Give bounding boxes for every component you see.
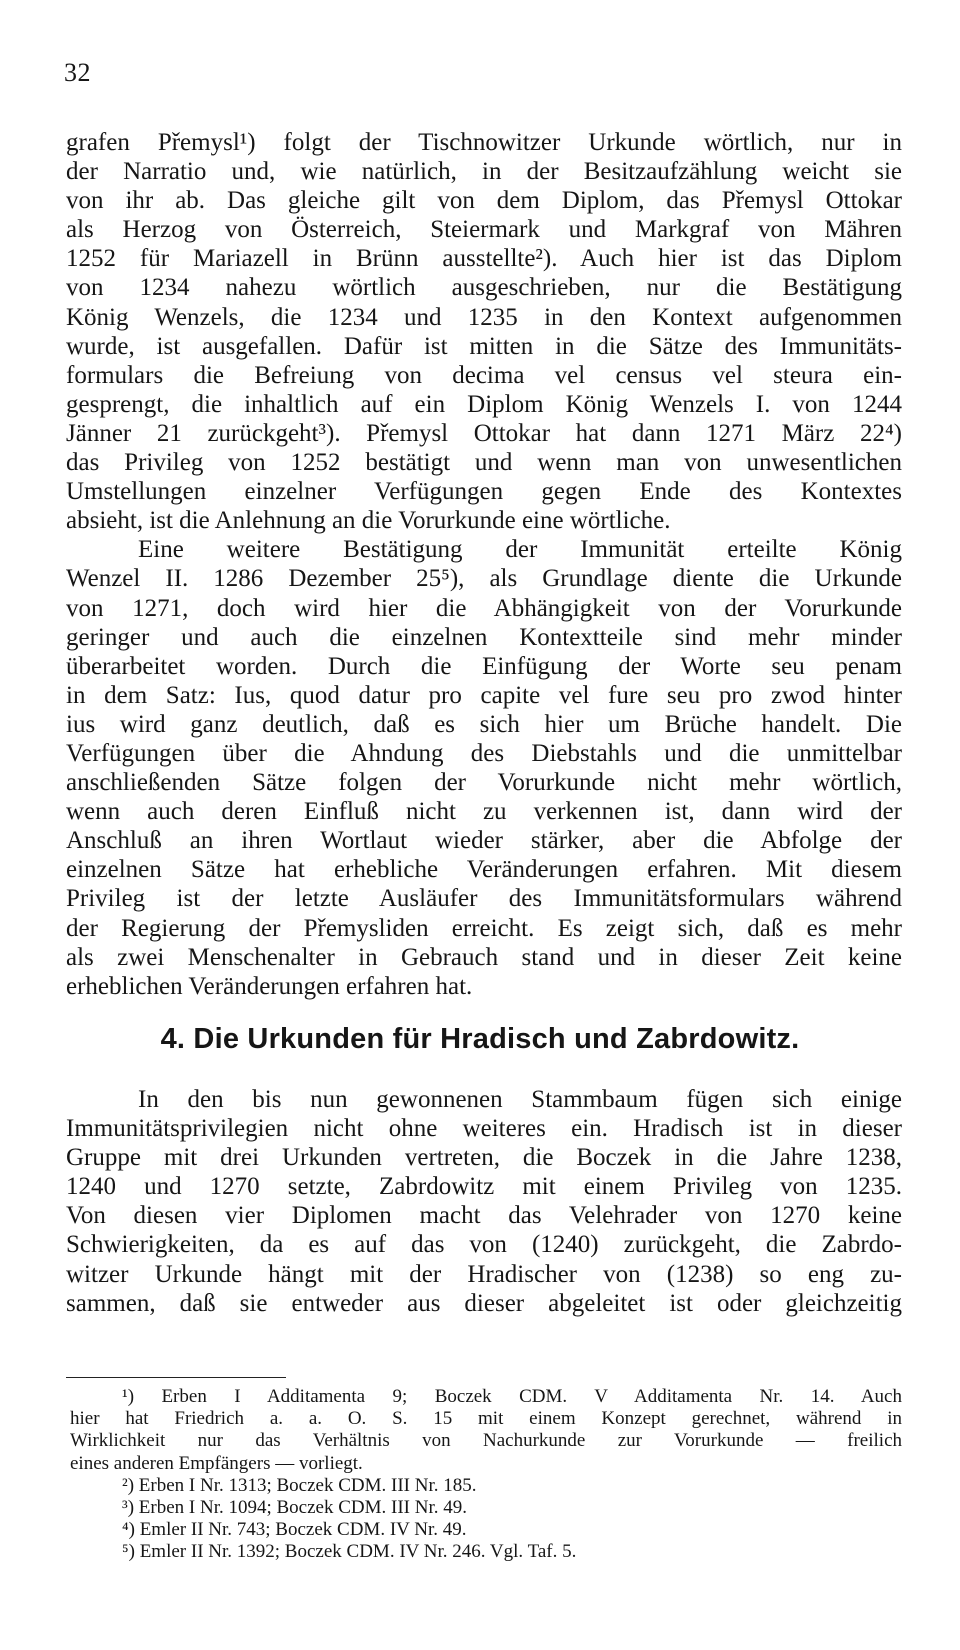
main-text-upper bbox=[66, 128, 902, 1001]
text-line: Gruppe mit drei Urkunden vertreten, die Boczek in die Jahre 1238, bbox=[66, 1144, 902, 1172]
footnote-line: hier hat Friedrich a. a. O. S. 15 mit einem Konzept gerechnet, während in bbox=[70, 1408, 902, 1430]
text-line: 1240 und 1270 setzte, Zabrdowitz mit einem Privileg von 1235. bbox=[66, 1173, 902, 1201]
text-line: als zwei Menschenalter in Gebrauch stand und in dieser Zeit keine bbox=[66, 943, 902, 971]
text-line: der Regierung der Přemysliden erreicht. Es zeigt sich, daß es mehr bbox=[66, 914, 902, 942]
footnote-line: ¹) Erben I Additamenta 9; Boczek CDM. V Additamenta Nr. 14. Auch bbox=[122, 1386, 902, 1407]
text-line: 1252 für Mariazell in Brünn ausstellte²). Auch hier ist das Diplom bbox=[66, 245, 902, 273]
footnote-separator bbox=[66, 1377, 286, 1378]
text-line: grafen Přemysl¹) folgt der Tischnowitzer Urkunde wörtlich, nur in bbox=[66, 129, 902, 156]
text-line: sammen, daß sie entweder aus dieser abgeleitet ist oder gleichzeitig bbox=[66, 1289, 902, 1317]
text-line: der Narratio und, wie natürlich, in der Besitzaufzählung weicht sie bbox=[66, 158, 902, 186]
text-line: Umstellungen einzelner Verfügungen gegen Ende des Kontextes bbox=[66, 478, 902, 506]
text-line: von 1234 nahezu wörtlich ausgeschrieben, nur die Bestätigung bbox=[66, 274, 902, 302]
text-line: geringer und auch die einzelnen Kontextteile sind mehr minder bbox=[66, 623, 902, 651]
footnote-line: ²) Erben I Nr. 1313; Boczek CDM. III Nr. 185. bbox=[122, 1474, 477, 1496]
text-line: Jänner 21 zurückgeht³). Přemysl Ottokar hat dann 1271 März 22⁴) bbox=[66, 419, 902, 447]
footnotes bbox=[70, 1386, 902, 1564]
text-line: Von diesen vier Diplomen macht das Velehrader von 1270 keine bbox=[66, 1202, 902, 1230]
text-line: als Herzog von Österreich, Steiermark und Markgraf von Mähren bbox=[66, 216, 902, 244]
paragraph-2 bbox=[66, 535, 902, 1001]
text-line: wurde, ist ausgefallen. Dafür ist mitten in die Sätze des Immunitäts- bbox=[66, 332, 902, 360]
footnote-line: ⁵) Emler II Nr. 1392; Boczek CDM. IV Nr. 246. Vgl. Taf. 5. bbox=[122, 1541, 577, 1563]
page-number: 32 bbox=[64, 58, 91, 87]
text-line: König Wenzels, die 1234 und 1235 in den Kontext aufgenommen bbox=[66, 303, 902, 331]
text-line: Eine weitere Bestätigung der Immunität erteilte König bbox=[138, 536, 902, 564]
footnote-line: ⁴) Emler II Nr. 743; Boczek CDM. IV Nr. 49. bbox=[122, 1519, 467, 1541]
text-line: von ihr ab. Das gleiche gilt von dem Diplom, das Přemysl Ottokar bbox=[66, 187, 902, 215]
paragraph-1 bbox=[66, 128, 902, 535]
text-line: einzelnen Sätze hat erhebliche Veränderungen erfahren. Mit diesem bbox=[66, 856, 902, 884]
text-line: anschließenden Sätze folgen der Vorurkunde nicht mehr wörtlich, bbox=[66, 769, 902, 797]
main-text-lower bbox=[66, 1085, 902, 1318]
text-line: Anschluß an ihren Wortlaut wieder stärker, aber die Abfolge der bbox=[66, 827, 902, 855]
text-line: absieht, ist die Anlehnung an die Vorurkunde eine wörtliche. bbox=[66, 507, 671, 535]
text-line: witzer Urkunde hängt mit der Hradischer von (1238) so eng zu- bbox=[66, 1260, 902, 1288]
text-line: Schwierigkeiten, da es auf das von (1240) zurückgeht, die Zabrdo- bbox=[66, 1231, 902, 1259]
text-line: ius wird ganz deutlich, daß es sich hier um Brüche handelt. Die bbox=[66, 710, 902, 738]
footnote-1 bbox=[70, 1386, 902, 1475]
text-line: das Privileg von 1252 bestätigt und wenn man von unwesentlichen bbox=[66, 449, 902, 477]
text-line: in dem Satz: Ius, quod datur pro capite vel fure seu pro zwod hinter bbox=[66, 681, 902, 709]
text-line: überarbeitet worden. Durch die Einfügung der Worte seu penam bbox=[66, 652, 902, 680]
paragraph-3 bbox=[66, 1085, 902, 1318]
section-heading: 4. Die Urkunden für Hradisch und Zabrdowitz. bbox=[160, 1023, 800, 1055]
text-line: Verfügungen über die Ahndung des Diebstahls und die unmittelbar bbox=[66, 739, 902, 767]
text-line: gesprengt, die inhaltlich auf ein Diplom König Wenzels I. von 1244 bbox=[66, 390, 902, 418]
footnote-line: ³) Erben I Nr. 1094; Boczek CDM. III Nr. 49. bbox=[122, 1497, 467, 1519]
text-line: erheblichen Veränderungen erfahren hat. bbox=[66, 972, 473, 1000]
text-line: Privileg ist der letzte Ausläufer des Immunitätsformulars während bbox=[66, 885, 902, 913]
footnote-line: eines anderen Empfängers — vorliegt. bbox=[70, 1452, 363, 1474]
text-line: von 1271, doch wird hier die Abhängigkeit von der Vorurkunde bbox=[66, 594, 902, 622]
footnote-line: Wirklichkeit nur das Verhältnis von Nachurkunde zur Vorurkunde — freilich bbox=[70, 1430, 902, 1452]
text-line: wenn auch deren Einfluß nicht zu verkennen ist, dann wird der bbox=[66, 798, 902, 826]
footnotes-2-to-5 bbox=[70, 1475, 902, 1564]
text-line: formulars die Befreiung von decima vel census vel steura ein- bbox=[66, 361, 902, 389]
text-line: Wenzel II. 1286 Dezember 25⁵), als Grundlage diente die Urkunde bbox=[66, 565, 902, 593]
text-line: In den bis nun gewonnenen Stammbaum fügen sich einige bbox=[138, 1086, 902, 1113]
text-line: Immunitätsprivilegien nicht ohne weiteres ein. Hradisch ist in dieser bbox=[66, 1115, 902, 1143]
